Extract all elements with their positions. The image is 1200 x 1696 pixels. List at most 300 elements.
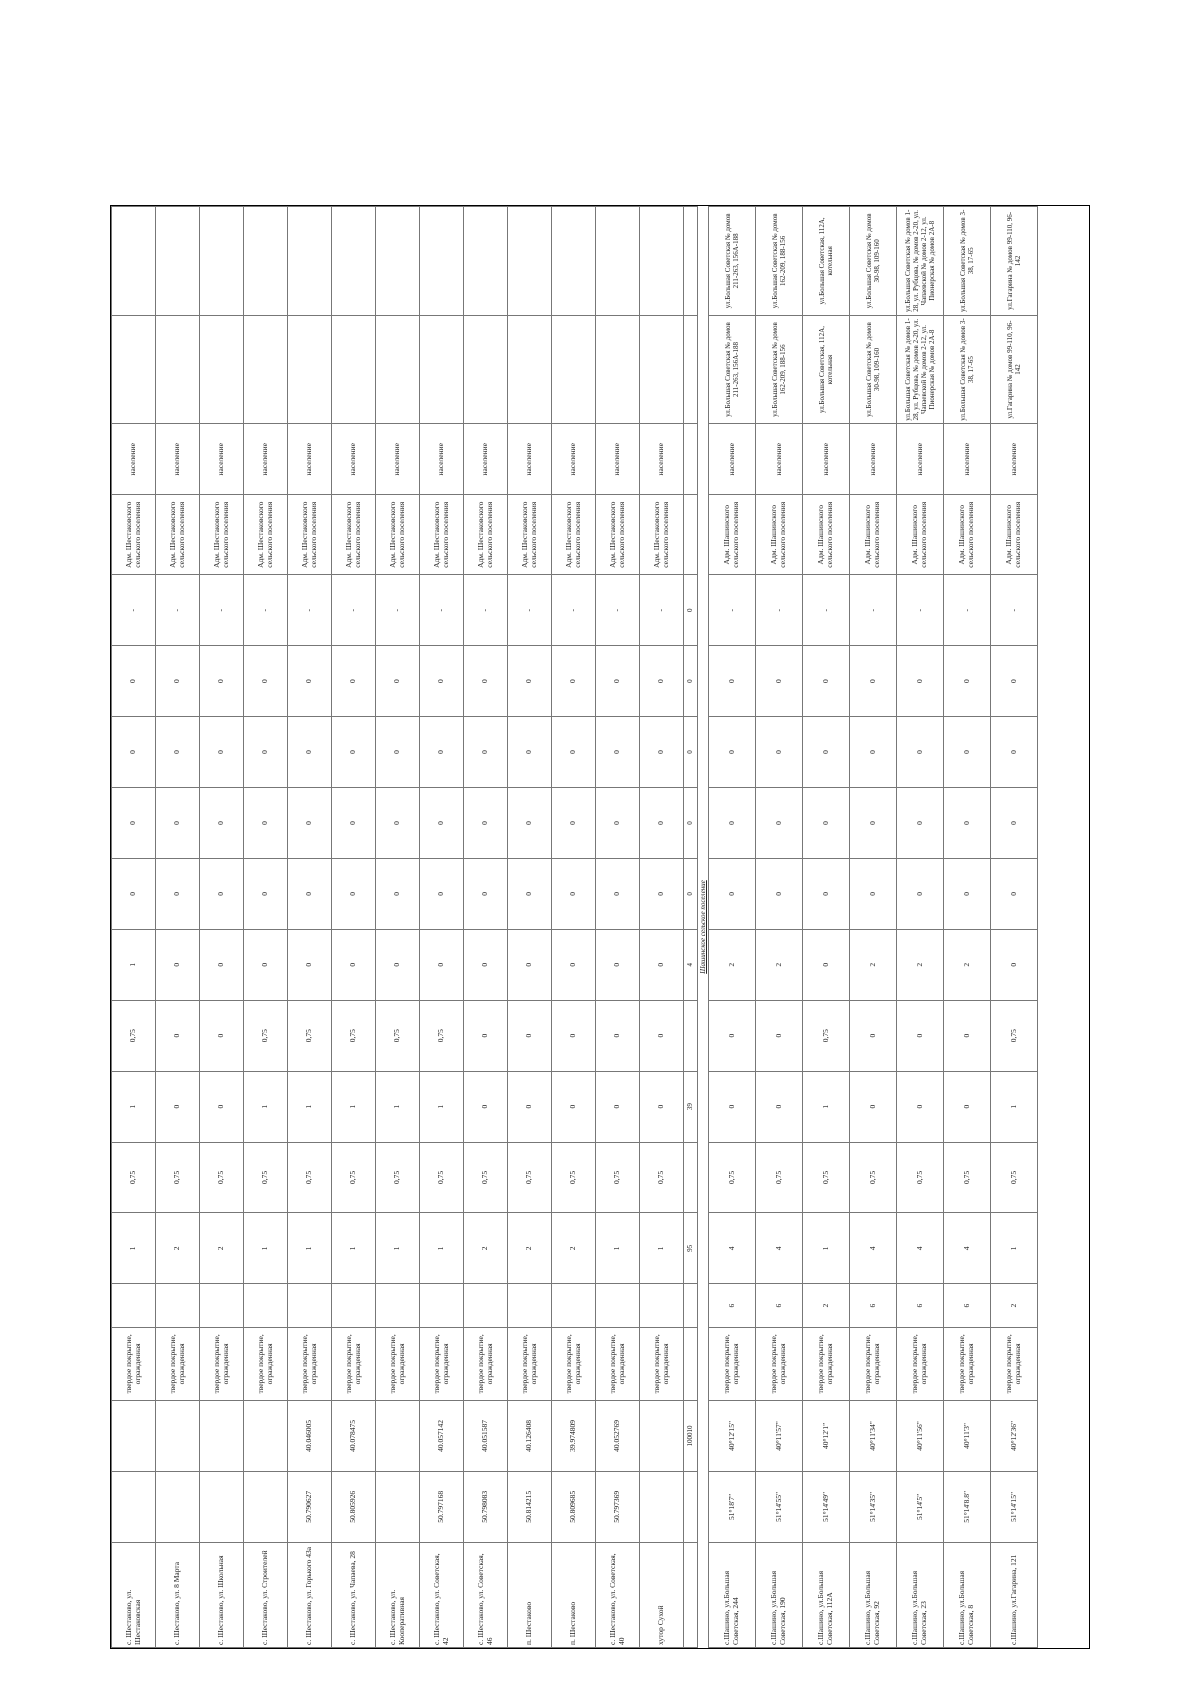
address-cell: с.Шашино, ул.Большая Советская, 92 (850, 1542, 897, 1647)
owner-cell: Адм. Шестаковского сельского поселения (112, 495, 156, 575)
table-row (288, 207, 332, 1648)
volume3-cell: 0 (640, 858, 684, 929)
longitude-cell: 40.078475 (332, 1400, 376, 1471)
longitude-cell (244, 1400, 288, 1471)
volume-cell: 0,75 (200, 1142, 244, 1213)
surface-cell: твердое покрытие, огражденная (464, 1327, 508, 1400)
longitude-cell (112, 1400, 156, 1471)
containers4-cell: 0 (200, 788, 244, 859)
owner-cell: Адм. Шестаковского сельского поселения (288, 495, 332, 575)
source-type-cell: население (756, 424, 803, 495)
volume3-cell: 0 (944, 858, 991, 929)
latitude-cell (244, 1471, 288, 1542)
surface-cell: твердое покрытие, огражденная (376, 1327, 420, 1400)
longitude-cell: 39.974809 (552, 1400, 596, 1471)
surface-cell: твердое покрытие, огражденная (552, 1327, 596, 1400)
count-cell (464, 1284, 508, 1327)
count-cell (112, 1284, 156, 1327)
total-source-type-cell (684, 424, 698, 495)
containers-cell: 1 (596, 1213, 640, 1284)
volume-cell: 0,75 (944, 1142, 991, 1213)
address-cell: с.Шашино, ул.Большая Советская, 244 (709, 1542, 756, 1647)
surface-cell: твердое покрытие, огражденная (508, 1327, 552, 1400)
source-type-cell: население (803, 424, 850, 495)
surface-cell: твердое покрытие, огражденная (596, 1327, 640, 1400)
volume4-cell: 0 (376, 717, 420, 788)
volume4-cell: 0 (944, 717, 991, 788)
registry-body-bottom (709, 207, 1038, 1648)
volume4-cell: 0 (332, 717, 376, 788)
total-containers4-cell: 0 (684, 788, 698, 859)
volume4-cell: 0 (850, 717, 897, 788)
volume4-cell: 0 (552, 717, 596, 788)
served-area-cell: ул.Большая Советская, 112А, котельная (803, 315, 850, 424)
owner-cell: Адм. Шашинского сельского поселения (850, 495, 897, 575)
table-row (200, 207, 244, 1648)
source-type-cell: население (464, 424, 508, 495)
volume3-cell: 0 (112, 858, 156, 929)
containers2-cell: 0 (756, 1071, 803, 1142)
owner-cell: Адм. Шестаковского сельского поселения (464, 495, 508, 575)
containers5-cell: 0 (756, 646, 803, 717)
latitude-cell: 50.797168 (420, 1471, 464, 1542)
volume2-cell: 0,75 (112, 1000, 156, 1071)
containers4-cell: 0 (640, 788, 684, 859)
containers2-cell: 1 (288, 1071, 332, 1142)
containers3-cell: 2 (756, 929, 803, 1000)
volume2-cell: 0 (944, 1000, 991, 1071)
served-objects-cell (640, 207, 684, 316)
volume-cell: 0,75 (640, 1142, 684, 1213)
table-row (803, 207, 850, 1648)
latitude-cell: 50.798083 (464, 1471, 508, 1542)
served-objects-cell (244, 207, 288, 316)
served-objects-cell (112, 207, 156, 316)
served-area-cell: ул.Большая Советская № домов 162-209, 188-156 (756, 315, 803, 424)
address-cell: с. Шестаково, ул. Горького 43а (288, 1542, 332, 1647)
containers-cell: 2 (508, 1213, 552, 1284)
containers3-cell: 0 (420, 929, 464, 1000)
containers2-cell: 0 (897, 1071, 944, 1142)
containers-cell: 1 (244, 1213, 288, 1284)
containers4-cell: 0 (288, 788, 332, 859)
containers2-cell: 1 (803, 1071, 850, 1142)
table-row (640, 207, 684, 1648)
volume2-cell: 0 (596, 1000, 640, 1071)
served-objects-cell (332, 207, 376, 316)
containers5-cell: 0 (112, 646, 156, 717)
volume3-cell: 0 (991, 858, 1038, 929)
containers4-cell: 0 (596, 788, 640, 859)
volume2-cell: 0 (756, 1000, 803, 1071)
volume2-cell: 0,75 (991, 1000, 1038, 1071)
latitude-cell: 51°14'5" (897, 1471, 944, 1542)
containers4-cell: 0 (464, 788, 508, 859)
latitude-cell (156, 1471, 200, 1542)
owner-cell: Адм. Шестаковского сельского поселения (552, 495, 596, 575)
volume5-cell: - (420, 575, 464, 646)
owner-cell: Адм. Шашинского сельского поселения (944, 495, 991, 575)
containers-cell: 4 (850, 1213, 897, 1284)
volume5-cell: - (640, 575, 684, 646)
total-volume3-cell: 0 (684, 858, 698, 929)
containers5-cell: 0 (464, 646, 508, 717)
volume2-cell: 0 (897, 1000, 944, 1071)
volume4-cell: 0 (897, 717, 944, 788)
count-cell: 6 (944, 1284, 991, 1327)
containers3-cell: 2 (944, 929, 991, 1000)
volume3-cell: 0 (200, 858, 244, 929)
containers2-cell: 0 (944, 1071, 991, 1142)
containers4-cell: 0 (244, 788, 288, 859)
owner-cell: Адм. Шестаковского сельского поселения (244, 495, 288, 575)
containers2-cell: 0 (508, 1071, 552, 1142)
source-type-cell: население (156, 424, 200, 495)
containers4-cell: 0 (332, 788, 376, 859)
containers2-cell: 1 (420, 1071, 464, 1142)
table-row (756, 207, 803, 1648)
volume5-cell: - (332, 575, 376, 646)
source-type-cell: население (944, 424, 991, 495)
section-row (698, 207, 709, 1648)
containers2-cell: 1 (376, 1071, 420, 1142)
count-cell (596, 1284, 640, 1327)
volume4-cell: 0 (112, 717, 156, 788)
volume5-cell: - (508, 575, 552, 646)
served-objects-cell (420, 207, 464, 316)
served-area-cell: ул.Большая Советская № домов 211-263, 156А-188 (709, 315, 756, 424)
containers3-cell: 0 (508, 929, 552, 1000)
table-row (112, 207, 156, 1648)
owner-cell: Адм. Шестаковского сельского поселения (332, 495, 376, 575)
surface-cell: твердое покрытие, огражденная (288, 1327, 332, 1400)
volume-cell: 0,75 (112, 1142, 156, 1213)
volume5-cell: - (464, 575, 508, 646)
containers4-cell: 0 (156, 788, 200, 859)
volume-cell: 0,75 (332, 1142, 376, 1213)
containers5-cell: 0 (944, 646, 991, 717)
source-type-cell: население (991, 424, 1038, 495)
total-served-objects-cell (684, 207, 698, 316)
latitude-cell: 51°14'8.8" (944, 1471, 991, 1542)
table-row (552, 207, 596, 1648)
address-cell: хутор Сухой (640, 1542, 684, 1647)
longitude-cell: 40.057142 (420, 1400, 464, 1471)
containers4-cell: 0 (112, 788, 156, 859)
source-type-cell: население (897, 424, 944, 495)
total-volume2-cell (684, 1000, 698, 1071)
volume4-cell: 0 (464, 717, 508, 788)
volume3-cell: 0 (596, 858, 640, 929)
volume4-cell: 0 (596, 717, 640, 788)
containers3-cell: 0 (596, 929, 640, 1000)
surface-cell: твердое покрытие, огражденная (803, 1327, 850, 1400)
address-cell: с.Шашино, ул.Большая Советская, 190 (756, 1542, 803, 1647)
served-area-cell (200, 315, 244, 424)
table-row (944, 207, 991, 1648)
containers5-cell: 0 (803, 646, 850, 717)
containers2-cell: 1 (244, 1071, 288, 1142)
longitude-cell: 40.126408 (508, 1400, 552, 1471)
count-cell (332, 1284, 376, 1327)
count-cell (640, 1284, 684, 1327)
source-type-cell: население (709, 424, 756, 495)
surface-cell: твердое покрытие, огражденная (709, 1327, 756, 1400)
containers-cell: 1 (376, 1213, 420, 1284)
containers3-cell: 0 (244, 929, 288, 1000)
table-row (464, 207, 508, 1648)
owner-cell: Адм. Шашинского сельского поселения (991, 495, 1038, 575)
address-cell: с.Шашино, ул.Большая Советская, 112А (803, 1542, 850, 1647)
surface-cell: твердое покрытие, огражденная (332, 1327, 376, 1400)
containers4-cell: 0 (991, 788, 1038, 859)
served-area-cell (420, 315, 464, 424)
registry-section (698, 207, 709, 1648)
registry-sheet (110, 205, 1090, 1649)
served-objects-cell (288, 207, 332, 316)
containers3-cell: 0 (640, 929, 684, 1000)
owner-cell: Адм. Шестаковского сельского поселения (200, 495, 244, 575)
latitude-cell: 51°18'7" (709, 1471, 756, 1542)
volume-cell: 0,75 (464, 1142, 508, 1213)
containers4-cell: 0 (897, 788, 944, 859)
served-area-cell (596, 315, 640, 424)
volume5-cell: - (244, 575, 288, 646)
volume3-cell: 0 (332, 858, 376, 929)
longitude-cell (376, 1400, 420, 1471)
served-objects-cell (200, 207, 244, 316)
total-surface-cell (684, 1327, 698, 1400)
containers-cell: 1 (332, 1213, 376, 1284)
containers-cell: 4 (944, 1213, 991, 1284)
containers-cell: 4 (709, 1213, 756, 1284)
containers5-cell: 0 (156, 646, 200, 717)
containers2-cell: 0 (709, 1071, 756, 1142)
total-volume-cell (684, 1142, 698, 1213)
surface-cell: твердое покрытие, огражденная (420, 1327, 464, 1400)
count-cell: 2 (803, 1284, 850, 1327)
count-cell: 2 (991, 1284, 1038, 1327)
containers3-cell: 2 (850, 929, 897, 1000)
surface-cell: твердое покрытие, огражденная (156, 1327, 200, 1400)
volume-cell: 0,75 (709, 1142, 756, 1213)
latitude-cell: 51°14'35" (850, 1471, 897, 1542)
source-type-cell: население (112, 424, 156, 495)
volume3-cell: 0 (756, 858, 803, 929)
volume4-cell: 0 (803, 717, 850, 788)
containers2-cell: 1 (112, 1071, 156, 1142)
volume-cell: 0,75 (897, 1142, 944, 1213)
latitude-cell: 51°14'15" (991, 1471, 1038, 1542)
address-cell: с. Шестаково, ул. Кооперативная (376, 1542, 420, 1647)
surface-cell: твердое покрытие, огражденная (756, 1327, 803, 1400)
registry-table (111, 206, 1038, 1648)
volume2-cell: 0,75 (288, 1000, 332, 1071)
containers-cell: 2 (464, 1213, 508, 1284)
table-row (156, 207, 200, 1648)
volume4-cell: 0 (200, 717, 244, 788)
containers-cell: 4 (897, 1213, 944, 1284)
surface-cell: твердое покрытие, огражденная (112, 1327, 156, 1400)
owner-cell: Адм. Шестаковского сельского поселения (508, 495, 552, 575)
volume2-cell: 0 (850, 1000, 897, 1071)
source-type-cell: население (640, 424, 684, 495)
address-cell: с. Шестаково, ул. Школьная (200, 1542, 244, 1647)
table-row (596, 207, 640, 1648)
latitude-cell (640, 1471, 684, 1542)
containers-cell: 1 (420, 1213, 464, 1284)
volume-cell: 0,75 (156, 1142, 200, 1213)
registry-body-top (112, 207, 684, 1648)
containers-cell: 1 (803, 1213, 850, 1284)
longitude-cell: 40.051587 (464, 1400, 508, 1471)
containers2-cell: 0 (640, 1071, 684, 1142)
containers2-cell: 0 (850, 1071, 897, 1142)
volume5-cell: - (756, 575, 803, 646)
longitude-cell: 40°11'34" (850, 1400, 897, 1471)
table-row (897, 207, 944, 1648)
address-cell: с. Шестаково, ул. Шестаковская (112, 1542, 156, 1647)
volume5-cell: - (376, 575, 420, 646)
containers2-cell: 1 (991, 1071, 1038, 1142)
served-objects-cell: ул.Большая Советская № домов 30-98, 109-160 (850, 207, 897, 316)
volume4-cell: 0 (991, 717, 1038, 788)
served-objects-cell (376, 207, 420, 316)
containers3-cell: 0 (552, 929, 596, 1000)
served-area-cell (464, 315, 508, 424)
owner-cell: Адм. Шашинского сельского поселения (803, 495, 850, 575)
surface-cell: твердое покрытие, огражденная (850, 1327, 897, 1400)
volume-cell: 0,75 (552, 1142, 596, 1213)
volume3-cell: 0 (156, 858, 200, 929)
latitude-cell: 50.805926 (332, 1471, 376, 1542)
source-type-cell: население (596, 424, 640, 495)
containers2-cell: 0 (200, 1071, 244, 1142)
volume2-cell: 0 (709, 1000, 756, 1071)
table-row (508, 207, 552, 1648)
containers5-cell: 0 (332, 646, 376, 717)
volume2-cell: 0 (200, 1000, 244, 1071)
containers4-cell: 0 (756, 788, 803, 859)
containers-cell: 1 (640, 1213, 684, 1284)
containers3-cell: 0 (288, 929, 332, 1000)
longitude-cell: 40°11'57" (756, 1400, 803, 1471)
owner-cell: Адм. Шестаковского сельского поселения (156, 495, 200, 575)
volume-cell: 0,75 (508, 1142, 552, 1213)
containers4-cell: 0 (944, 788, 991, 859)
total-count-cell (684, 1284, 698, 1327)
containers-cell: 2 (200, 1213, 244, 1284)
address-cell: с.Шашино, ул.Большая Советская, 23 (897, 1542, 944, 1647)
served-objects-cell (464, 207, 508, 316)
count-cell (200, 1284, 244, 1327)
count-cell (552, 1284, 596, 1327)
volume4-cell: 0 (156, 717, 200, 788)
source-type-cell: население (376, 424, 420, 495)
volume2-cell: 0,75 (332, 1000, 376, 1071)
longitude-cell: 40.046005 (288, 1400, 332, 1471)
latitude-cell (200, 1471, 244, 1542)
count-cell (156, 1284, 200, 1327)
volume5-cell: - (803, 575, 850, 646)
served-objects-cell: ул.Большая Советская № домов 162-209, 188-156 (756, 207, 803, 316)
source-type-cell: население (288, 424, 332, 495)
volume-cell: 0,75 (596, 1142, 640, 1213)
source-type-cell: население (508, 424, 552, 495)
containers4-cell: 0 (420, 788, 464, 859)
total-containers-cell: 95 (684, 1213, 698, 1284)
volume3-cell: 0 (897, 858, 944, 929)
containers3-cell: 0 (464, 929, 508, 1000)
latitude-cell: 50.797369 (596, 1471, 640, 1542)
owner-cell: Адм. Шестаковского сельского поселения (596, 495, 640, 575)
count-cell (420, 1284, 464, 1327)
served-objects-cell (552, 207, 596, 316)
containers5-cell: 0 (640, 646, 684, 717)
containers4-cell: 0 (709, 788, 756, 859)
containers-cell: 2 (552, 1213, 596, 1284)
volume3-cell: 0 (244, 858, 288, 929)
surface-cell: твердое покрытие, огражденная (991, 1327, 1038, 1400)
owner-cell: Адм. Шестаковского сельского поселения (420, 495, 464, 575)
total-volume4-cell: 0 (684, 717, 698, 788)
served-objects-cell (596, 207, 640, 316)
volume-cell: 0,75 (376, 1142, 420, 1213)
containers5-cell: 0 (850, 646, 897, 717)
containers5-cell: 0 (552, 646, 596, 717)
volume3-cell: 0 (420, 858, 464, 929)
volume4-cell: 0 (288, 717, 332, 788)
surface-cell: твердое покрытие, огражденная (640, 1327, 684, 1400)
volume4-cell: 0 (244, 717, 288, 788)
count-cell: 6 (756, 1284, 803, 1327)
section-title: Шашинское сельское поселение (698, 207, 709, 1648)
volume2-cell: 0,75 (420, 1000, 464, 1071)
containers3-cell: 0 (200, 929, 244, 1000)
longitude-cell (200, 1400, 244, 1471)
total-volume5-cell: 0 (684, 575, 698, 646)
containers4-cell: 0 (850, 788, 897, 859)
served-objects-cell: ул.Большая Советская № домов 3-38, 17-65 (944, 207, 991, 316)
volume-cell: 0,75 (850, 1142, 897, 1213)
volume4-cell: 0 (709, 717, 756, 788)
surface-cell: твердое покрытие, огражденная (244, 1327, 288, 1400)
count-cell: 6 (709, 1284, 756, 1327)
served-objects-cell: ул.Большая Советская № домов 211-263, 156А-188 (709, 207, 756, 316)
count-cell: 6 (850, 1284, 897, 1327)
containers2-cell: 0 (464, 1071, 508, 1142)
total-latitude-cell (684, 1471, 698, 1542)
total-containers3-cell: 4 (684, 929, 698, 1000)
volume3-cell: 0 (552, 858, 596, 929)
containers-cell: 1 (991, 1213, 1038, 1284)
served-area-cell: ул.Гагарина № домов 99-110, 96-142 (991, 315, 1038, 424)
address-cell: п. Шестаково (508, 1542, 552, 1647)
served-objects-cell: ул.Большая Советская № домов 1-28, ул. Рубцова, № домов 2-20, ул. Чапаевской № домов 2-12, ул. Пионерская № домов 2А-8 (897, 207, 944, 316)
volume2-cell: 0 (464, 1000, 508, 1071)
containers5-cell: 0 (709, 646, 756, 717)
volume-cell: 0,75 (803, 1142, 850, 1213)
source-type-cell: население (850, 424, 897, 495)
served-objects-cell: ул.Гагарина № домов 99-110, 96-142 (991, 207, 1038, 316)
source-type-cell: население (332, 424, 376, 495)
volume4-cell: 0 (640, 717, 684, 788)
volume4-cell: 0 (508, 717, 552, 788)
address-cell: с. Шестаково, ул. Строителей (244, 1542, 288, 1647)
longitude-cell (640, 1400, 684, 1471)
table-row (991, 207, 1038, 1648)
total-served-area-cell (684, 315, 698, 424)
